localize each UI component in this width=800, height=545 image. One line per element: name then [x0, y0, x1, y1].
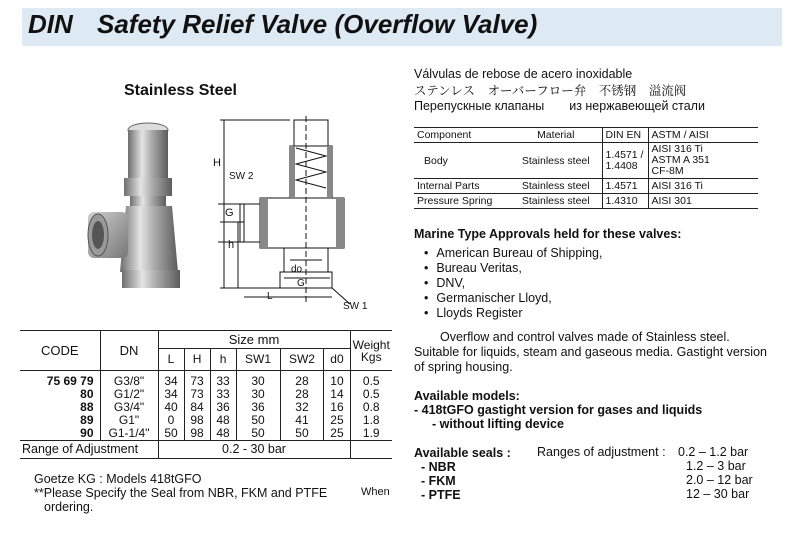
weight-cell: 0.8: [350, 401, 392, 414]
d0-cell: 14: [324, 388, 350, 401]
column-header: Material: [510, 128, 602, 143]
astm-value: ASTM A 351: [651, 154, 710, 166]
h-cell: 33: [210, 371, 236, 389]
code-cell: 89: [80, 413, 94, 427]
drawing-label-h-small: h: [228, 239, 235, 251]
page-title: Safety Relief Valve (Overflow Valve): [97, 9, 538, 39]
component-cell: Pressure Spring: [414, 194, 510, 209]
table-row: [414, 143, 758, 179]
table-row: [414, 179, 758, 194]
astm-cell: [648, 143, 758, 179]
column-header: ASTM / AISI: [648, 128, 758, 143]
approvals-list: [424, 246, 602, 321]
d0-cell: 16: [324, 401, 350, 414]
footnote-goetze: Goetze KG : Models 418tGFO: [34, 472, 202, 486]
models-heading: Available models:: [414, 389, 520, 403]
footnote-seal: **Please Specify the Seal from NBR, FKM and PTFE: [34, 486, 328, 500]
sw1-cell: 30: [236, 388, 280, 401]
code-cell: 80: [80, 387, 94, 401]
column-header: d0: [324, 349, 350, 371]
d0-cell: 10: [324, 371, 350, 389]
sw2-cell: 32: [280, 401, 324, 414]
table-row: [414, 194, 758, 209]
weight-cell: 0.5: [350, 371, 392, 389]
h-cell: 48: [210, 414, 236, 427]
size-header: Size mm: [158, 331, 350, 349]
list-item: • Bureau Veritas,: [424, 261, 602, 276]
astm-cell: AISI 316 Ti: [648, 179, 758, 194]
h-big-cell: 73: [184, 388, 210, 401]
range-value: 12 – 30 bar: [686, 487, 750, 501]
d0-cell: 25: [324, 414, 350, 427]
d0-cell: 25: [324, 427, 350, 441]
code-cell: 88: [80, 400, 94, 414]
components-table: [414, 127, 758, 209]
dn-cell: G1": [100, 414, 158, 427]
h-cell: 36: [210, 401, 236, 414]
weight-cell: 0.5: [350, 388, 392, 401]
range-row: [20, 441, 392, 459]
weight-cell: 1.9: [350, 427, 392, 441]
h-cell: 48: [210, 427, 236, 441]
range-value: 0.2 - 30 bar: [158, 441, 350, 459]
component-cell: Body: [414, 143, 510, 179]
code-cell: 75 69 79: [46, 374, 94, 388]
model-line: - without lifting device: [432, 417, 564, 431]
column-header: DIN EN: [602, 128, 648, 143]
component-cell: Internal Parts: [414, 179, 510, 194]
footnote-ordering: ordering.: [44, 500, 94, 514]
h-big-cell: 73: [184, 371, 210, 389]
astm-value: AISI 316 Ti: [651, 143, 703, 155]
approvals-heading: Marine Type Approvals held for these valves:: [414, 227, 682, 241]
din-value: 1.4571 /: [605, 148, 644, 161]
sw2-cell: 41: [280, 414, 324, 427]
astm-cell: AISI 301: [648, 194, 758, 209]
h-big-cell: 84: [184, 401, 210, 414]
astm-value: CF-8M: [651, 165, 684, 177]
seal-name: - FKM: [421, 474, 456, 488]
title-spanish: Válvulas de rebose de acero inoxidable: [414, 67, 633, 81]
drawing-label-sw1: SW 1: [343, 301, 368, 312]
drawing-label-h-big: H: [213, 157, 221, 169]
seal-name: - NBR: [421, 460, 456, 474]
size-table: [20, 330, 392, 459]
title-russian: Перепускные клапаны из нержавеющей стали: [414, 99, 705, 113]
valve-photo: [86, 112, 194, 290]
l-cell: 34: [158, 371, 184, 389]
h-big-cell: 98: [184, 427, 210, 441]
range-value: 0.2 – 1.2 bar: [678, 445, 749, 459]
table-row: [20, 427, 392, 441]
seals-heading: Available seals :: [414, 446, 511, 460]
h-big-cell: 98: [184, 414, 210, 427]
list-item: • DNV,: [424, 276, 602, 291]
din-value: 1.4408: [605, 159, 638, 172]
material-heading: Stainless Steel: [124, 82, 237, 99]
din-cell: 1.4571: [602, 179, 648, 194]
din-cell: [602, 143, 648, 179]
list-item: • American Bureau of Shipping,: [424, 246, 602, 261]
h-cell: 33: [210, 388, 236, 401]
table-row: [20, 371, 392, 389]
range-value: 2.0 – 12 bar: [686, 473, 753, 487]
description: Overflow and control valves made of Stainless steel. Suitable for liquids, steam and gaseous media. Gastight version of spring housing.: [414, 330, 767, 374]
weight-unit: Kgs: [360, 349, 382, 364]
components-header-row: [414, 128, 758, 143]
column-header: Component: [414, 128, 510, 143]
weight-label: Weight: [352, 337, 390, 352]
l-cell: 40: [158, 401, 184, 414]
title-din: DIN: [28, 9, 73, 39]
l-cell: 0: [158, 414, 184, 427]
sw1-cell: 36: [236, 401, 280, 414]
column-header: h: [210, 349, 236, 371]
dn-cell: G3/8": [100, 371, 158, 389]
range-empty-cell: [350, 441, 392, 459]
material-cell: Stainless steel: [510, 179, 602, 194]
weight-header: [350, 331, 392, 371]
footnote-when: When: [361, 486, 390, 498]
column-header: SW1: [236, 349, 280, 371]
range-label: Range of Adjustment: [20, 441, 158, 459]
drawing-label-g-left: G: [225, 207, 234, 219]
drawing-label-d0: do: [291, 264, 303, 275]
sw2-cell: 28: [280, 388, 324, 401]
sw1-cell: 50: [236, 427, 280, 441]
list-item: • Germanischer Lloyd,: [424, 291, 602, 306]
drawing-label-l: L: [267, 291, 273, 302]
model-line: - 418tGFO gastight version for gases and liquids: [414, 403, 703, 417]
list-item: • Lloyds Register: [424, 306, 602, 321]
sw2-cell: 50: [280, 427, 324, 441]
dn-header: DN: [100, 331, 158, 371]
dn-cell: G1-1/4": [100, 427, 158, 441]
dn-cell: G1/2": [100, 388, 158, 401]
column-header: L: [158, 349, 184, 371]
sw1-cell: 30: [236, 371, 280, 389]
sw2-cell: 28: [280, 371, 324, 389]
title-japanese-chinese: ステンレス オーバーフロー弁 不锈钢 溢流阀: [414, 84, 687, 98]
weight-cell: 1.8: [350, 414, 392, 427]
column-header: SW2: [280, 349, 324, 371]
din-cell: 1.4310: [602, 194, 648, 209]
column-header: H: [184, 349, 210, 371]
l-cell: 50: [158, 427, 184, 441]
drawing-label-g-bottom: G: [297, 278, 305, 289]
drawing-label-sw2: SW 2: [229, 171, 254, 182]
dn-cell: G3/4": [100, 401, 158, 414]
material-cell: Stainless steel: [510, 143, 602, 179]
sw1-cell: 50: [236, 414, 280, 427]
code-header: CODE: [20, 331, 100, 371]
material-cell: Stainless steel: [510, 194, 602, 209]
code-cell: 90: [20, 427, 100, 441]
range-value: 1.2 – 3 bar: [686, 459, 746, 473]
ranges-heading: Ranges of adjustment :: [537, 445, 666, 459]
seal-name: - PTFE: [421, 488, 461, 502]
l-cell: 34: [158, 388, 184, 401]
